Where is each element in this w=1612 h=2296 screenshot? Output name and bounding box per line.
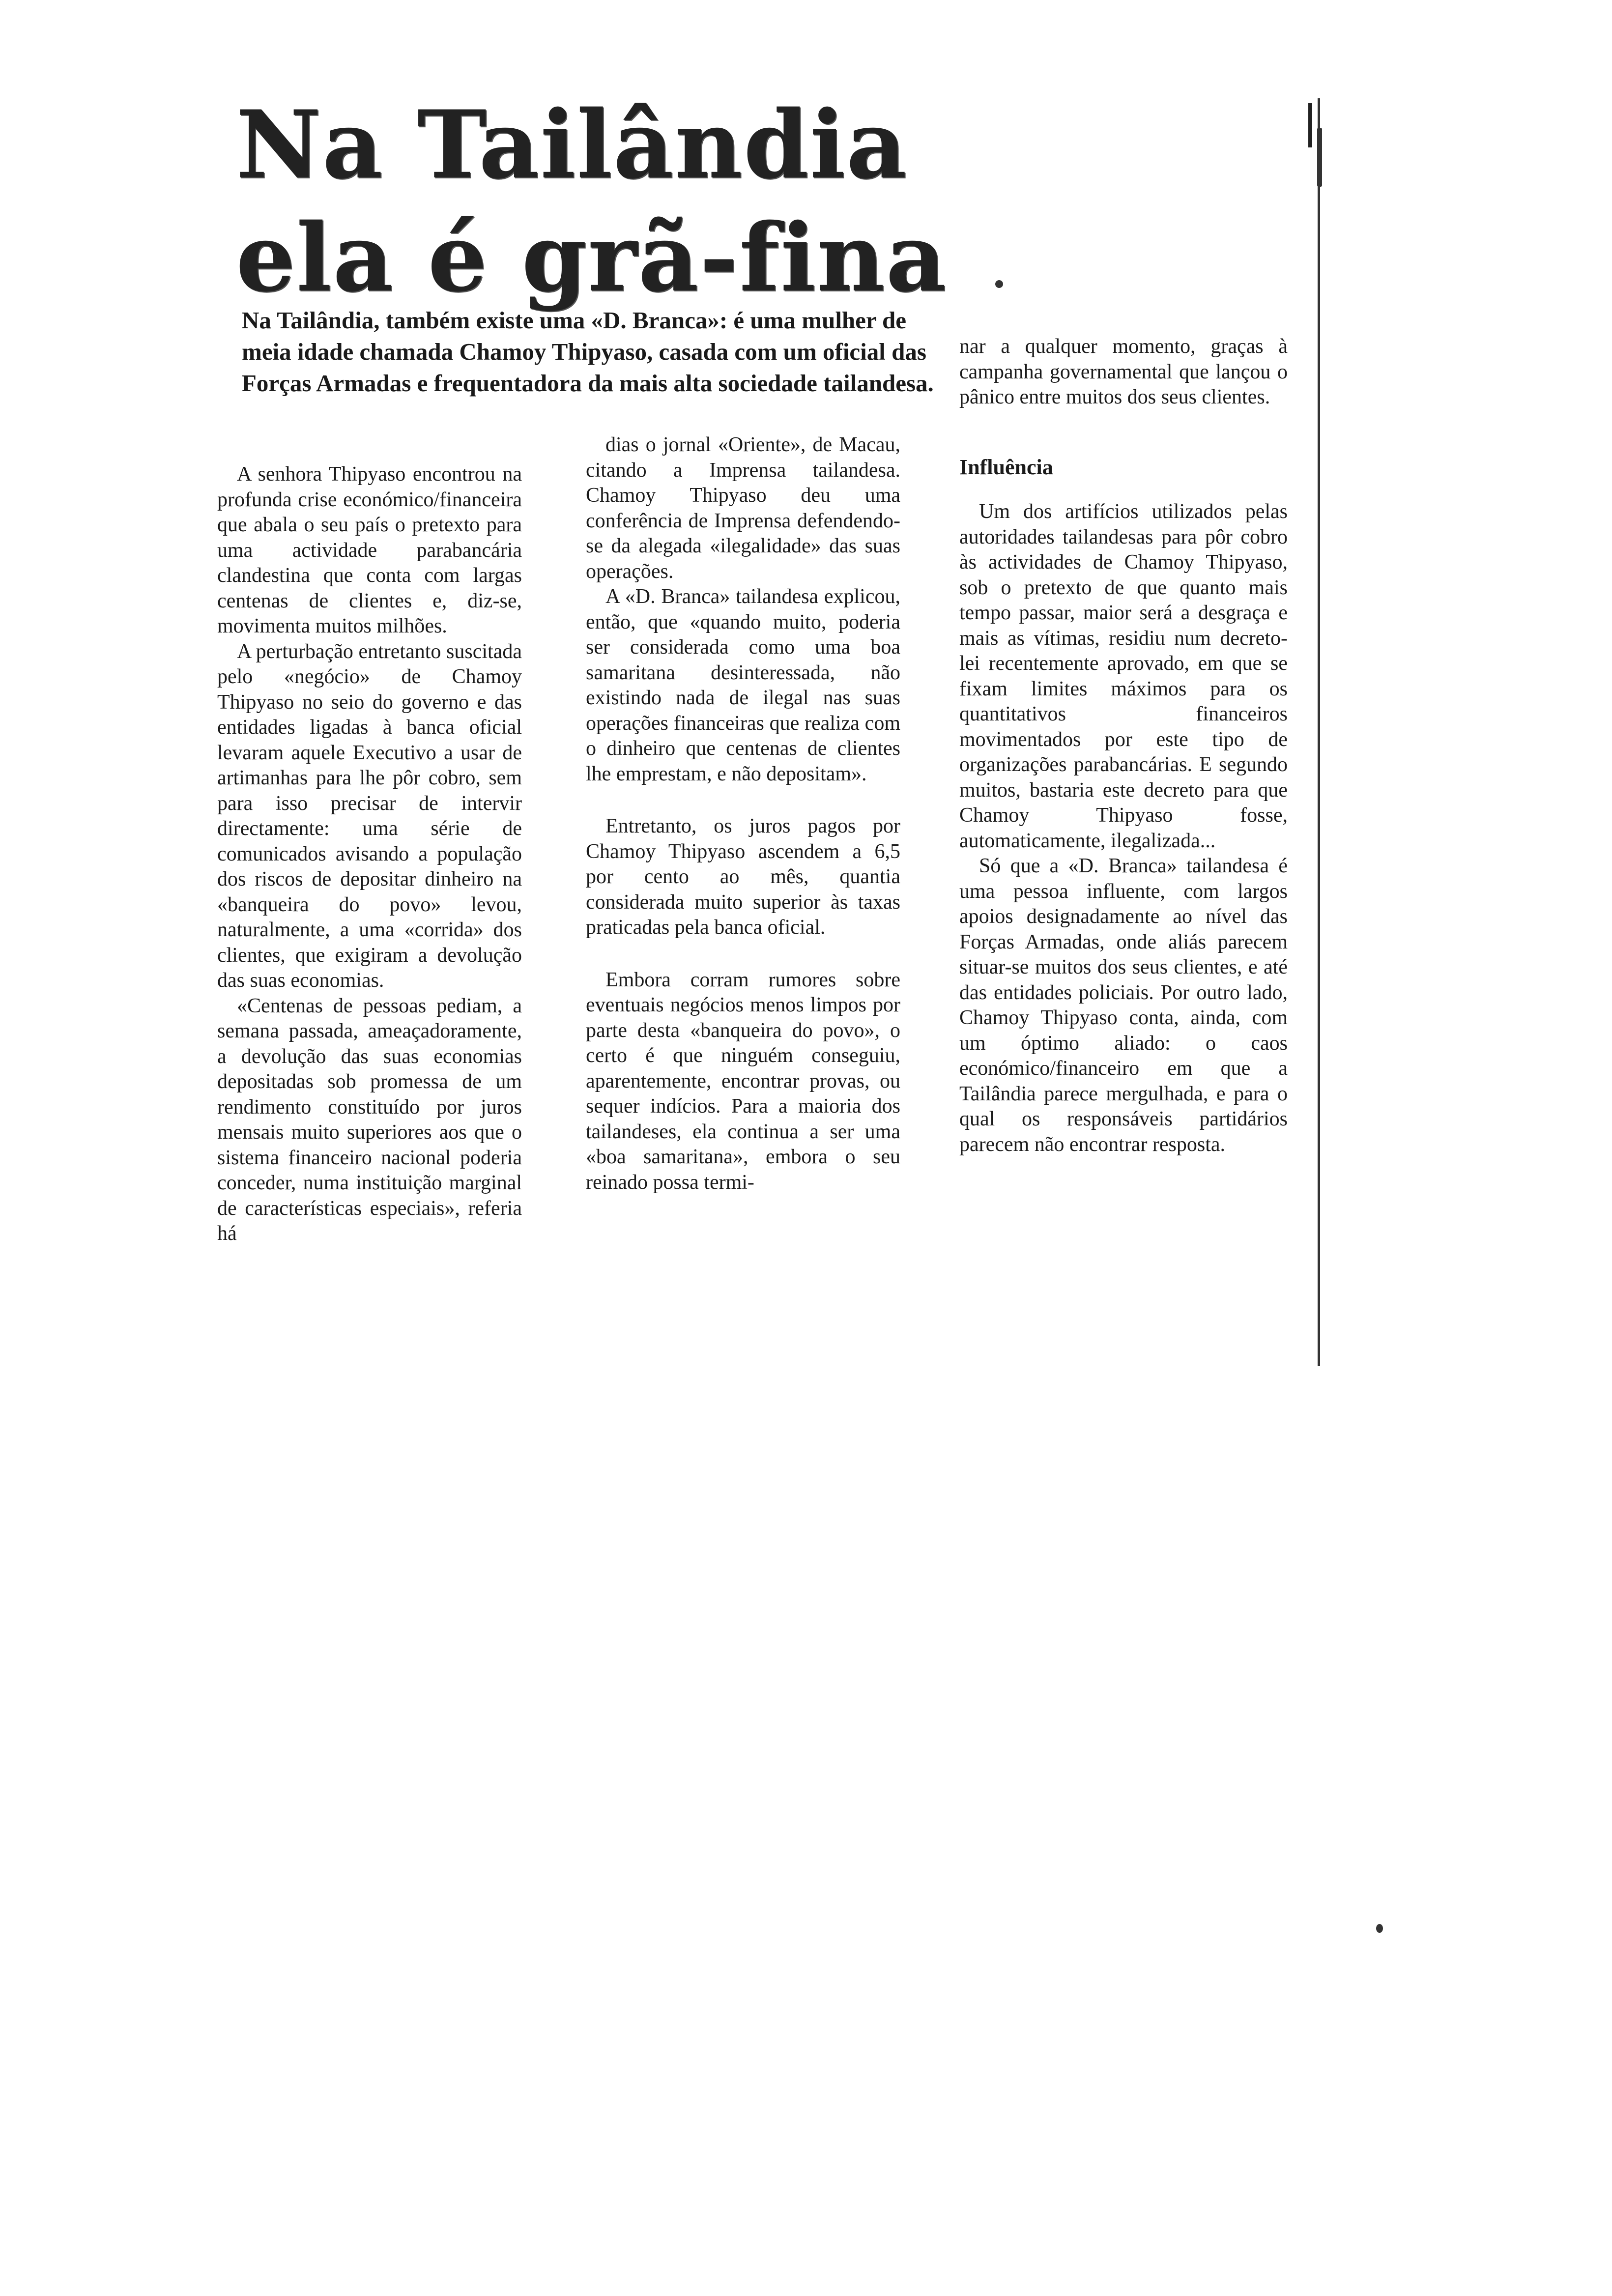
headline-line-2: ela é grã-fina xyxy=(236,203,948,313)
paragraph: «Centenas de pessoas pediam, a semana passada, ameaçadoramente, a devolução das suas economias depositadas sob promessa de um rendimento constituído por juros mensais muito superiores aos que o sistema financeiro nacional poderia conceder, numa instituição marginal de características especiais», referia há xyxy=(217,994,522,1245)
paragraph: Entretanto, os juros pagos por Chamoy Thipyaso ascendem a 6,5 por cento ao mês, quantia considerada muito superior às taxas praticadas pela banca oficial. xyxy=(586,815,900,939)
headline-line-1: Na Tailândia xyxy=(236,90,908,200)
paragraph: dias o jornal «Oriente», de Macau, citando a Imprensa tailandesa. Chamoy Thipyaso deu uma conferência de Imprensa defendendo-se da alegada «ilegalidade» das suas operações. xyxy=(586,433,900,583)
lead-paragraph: Na Tailândia, também existe uma «D. Branca»: é uma mulher de meia idade chamada Chamoy Thipyaso, casada com um oficial das Forças Armadas e frequentadora da mais alta sociedade tailandesa. xyxy=(242,307,934,397)
column-rule xyxy=(1318,98,1320,1366)
column-3 xyxy=(959,334,1288,1157)
ink-speck xyxy=(1376,1924,1383,1933)
rule-mark xyxy=(1308,103,1312,147)
paragraph: Embora corram rumores sobre eventuais negócios menos limpos por parte desta «banqueira do povo», o certo é que ninguém conseguiu, aparentemente, encontrar provas, ou sequer indícios. Para a maioria dos tailandeses, ela continua a ser uma «boa samaritana», embora o seu reinado possa termi- xyxy=(586,968,900,1194)
subheading: Influência xyxy=(959,455,1053,479)
column-2 xyxy=(586,432,900,1195)
column-1 xyxy=(217,462,522,1247)
paragraph: A senhora Thipyaso encontrou na profunda crise económico/financeira que abala o seu país o pretexto para uma actividade parabancária clandestina que conta com largas centenas de clientes e, diz-se, movimenta muitos milhões. xyxy=(217,463,522,637)
paragraph: A «D. Branca» tailandesa explicou, então, que «quando muito, poderia ser considerada como uma boa samaritana desinteressada, não existindo nada de ilegal nas suas operações financeiras que realiza com o dinheiro que centenas de clientes lhe emprestam, e não depositam». xyxy=(586,585,900,785)
newspaper-clipping xyxy=(211,74,1342,1376)
paragraph: Um dos artifícios utilizados pelas autoridades tailandesas para pôr cobro às actividades de Chamoy Thipyaso, sob o pretexto de que quanto mais tempo passar, maior será a desgraça e mais as vítimas, residiu num decreto-lei recentemente aprovado, em que se fixam limites máximos para os quantitativos financeiros movimentados por este tipo de organizações parabancárias. E segundo muitos, bastaria este decreto para que Chamoy Thipyaso fosse, automaticamente, ilegalizada... xyxy=(959,500,1288,852)
paragraph: nar a qualquer momento, graças à campanha governamental que lançou o pânico entre muitos dos seus clientes. xyxy=(959,335,1288,408)
ink-mark xyxy=(1317,128,1322,187)
paragraph: A perturbação entretanto suscitada pelo «negócio» de Chamoy Thipyaso no seio do governo e das entidades ligadas à banca oficial levaram aquele Executivo a usar de artimanhas para lhe pôr cobro, sem para isso precisar de intervir directamente: uma série de comunicados avisando a população dos riscos de depositar dinheiro na «banqueira do povo» levou, naturalmente, a uma «corrida» dos clientes, que exigiram a devolução das suas economias. xyxy=(217,640,522,992)
headline xyxy=(236,88,1022,315)
paragraph: Só que a «D. Branca» tailandesa é uma pessoa influente, com largos apoios designadamente ao nível das Forças Armadas, onde aliás parecem situar-se muitos dos seus clientes, e até das entidades policiais. Por outro lado, Chamoy Thipyaso conta, ainda, com um óptimo aliado: o caos económico/financeiro em que a Tailândia parece mergulhada, e para o qual os responsáveis partidários parecem não encontrar resposta. xyxy=(959,855,1288,1156)
ink-speck xyxy=(995,280,1003,288)
